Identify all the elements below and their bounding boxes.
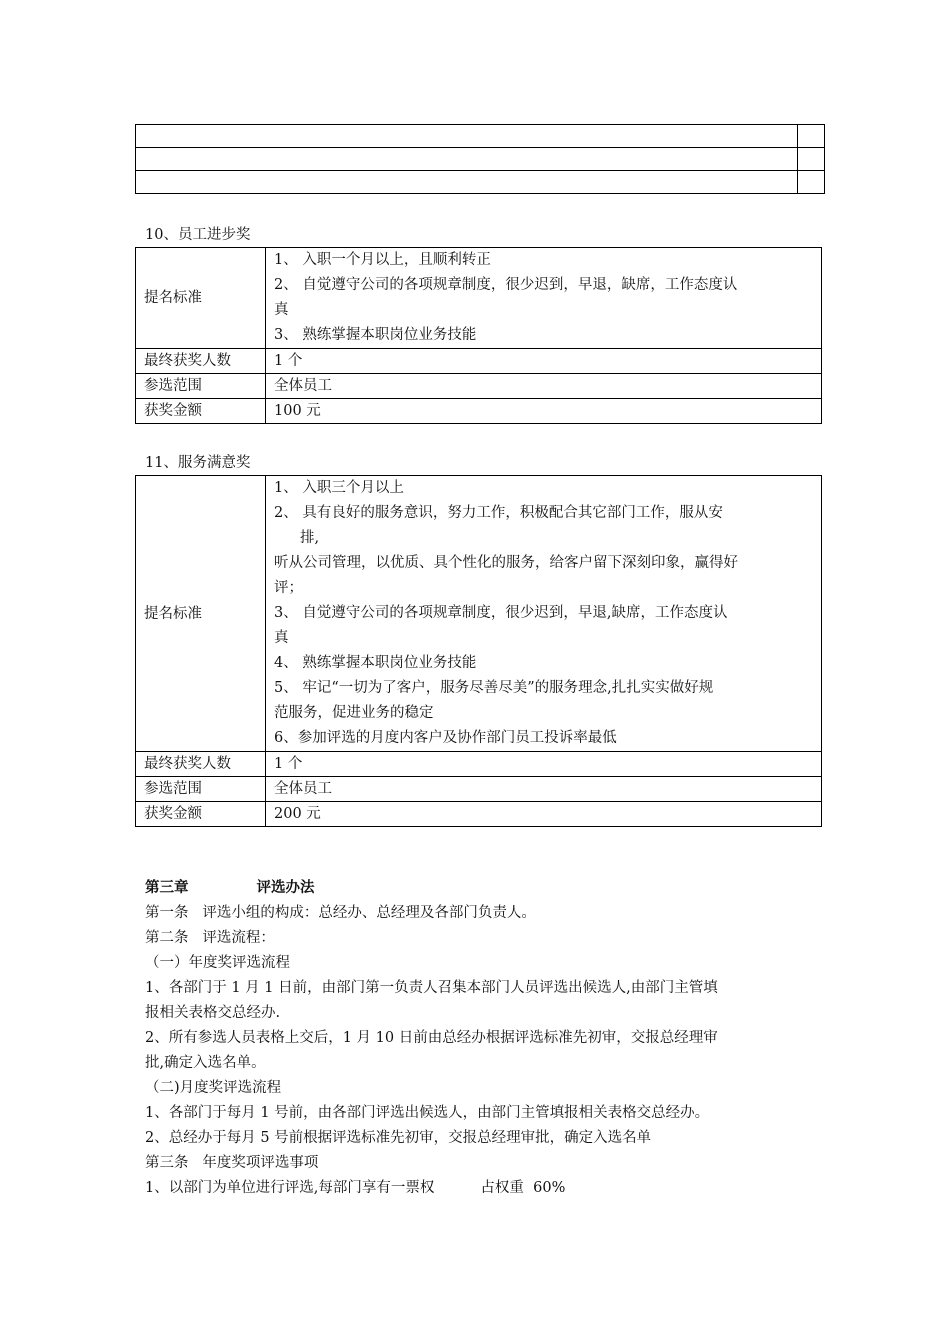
criteria-cell: 1、 入职一个月以上，且顺利转正 2、 自觉遵守公司的各项规章制度，很少迟到，早退，缺席，工作态度认 真 3、 熟练掌握本职岗位业务技能 (266, 248, 822, 349)
chapter-line: 报相关表格交总经办. (145, 1005, 281, 1021)
table-row (136, 125, 825, 148)
row-value: 1 个 (266, 349, 822, 374)
table-row (136, 476, 822, 752)
row-value: 100 元 (266, 399, 822, 424)
criteria-cell: 1、 入职三个月以上 2、 具有良好的服务意识，努力工作，积极配合其它部门工作，服从安 排, 听从公司管理，以优质、具个性化的服务，给客户留下深刻印象，赢得好 评； 3、 自觉遵守公司的各项规章制度，很少迟到，早退,缺席，工作态度认 真 4、 熟练掌握本职岗位业务技能 5、 牢记“一切为了客户，服务尽善尽美”的服务理念,扎扎实实做好规 范服务，促进业务的稳定 6、参加评选的月度内客户及协作部门员工投诉率最低 (266, 476, 822, 752)
award-table-11 (135, 475, 822, 827)
row-label: 参选范围 (136, 374, 266, 399)
chapter-line: 2、总经办于每月 5 号前根据评选标准先初审，交报总经理审批，确定入选名单 (145, 1130, 652, 1146)
table-row (136, 248, 822, 349)
row-label: 参选范围 (136, 777, 266, 802)
chapter-line: 第二条 评选流程： (145, 930, 275, 946)
table-row (136, 802, 822, 827)
section-10-heading: 10、员工进步奖 (145, 227, 251, 243)
row-value: 200 元 (266, 802, 822, 827)
table-row (136, 752, 822, 777)
row-label: 最终获奖人数 (136, 349, 266, 374)
chapter-line: 1、以部门为单位进行评选,每部门享有一票权 占权重 60% (145, 1180, 566, 1196)
row-value: 全体员工 (266, 777, 822, 802)
chapter-line: 批,确定入选名单。 (145, 1055, 266, 1071)
table-row (136, 148, 825, 171)
chapter-title: 第三章 评选办法 (145, 879, 315, 896)
table-row (136, 374, 822, 399)
table-row (136, 399, 822, 424)
chapter-line: 2、所有参选人员表格上交后，1 月 10 日前由总经办根据评选标准先初审，交报总经理审 (145, 1030, 718, 1046)
table-row (136, 777, 822, 802)
chapter-line: 第三条 年度奖项评选事项 (145, 1155, 319, 1171)
row-label: 获奖金额 (136, 399, 266, 424)
row-label: 获奖金额 (136, 802, 266, 827)
row-value: 1 个 (266, 752, 822, 777)
row-value: 全体员工 (266, 374, 822, 399)
top-blank-table (135, 124, 825, 194)
row-label: 提名标准 (136, 476, 266, 752)
chapter-line: 1、各部门于 1 月 1 日前，由部门第一负责人召集本部门人员评选出候选人,由部门主管填 (145, 980, 718, 996)
section-11-heading: 11、服务满意奖 (145, 455, 251, 471)
award-table-10 (135, 247, 822, 424)
row-label: 最终获奖人数 (136, 752, 266, 777)
chapter-line: 第一条 评选小组的构成：总经办、总经理及各部门负责人。 (145, 905, 536, 921)
chapter-line: （二)月度奖评选流程 (145, 1080, 282, 1096)
chapter-line: 1、各部门于每月 1 号前，由各部门评选出候选人，由部门主管填报相关表格交总经办。 (145, 1105, 710, 1121)
table-row (136, 171, 825, 194)
table-row (136, 349, 822, 374)
row-label: 提名标准 (136, 248, 266, 349)
chapter-line: （一）年度奖评选流程 (145, 955, 290, 971)
